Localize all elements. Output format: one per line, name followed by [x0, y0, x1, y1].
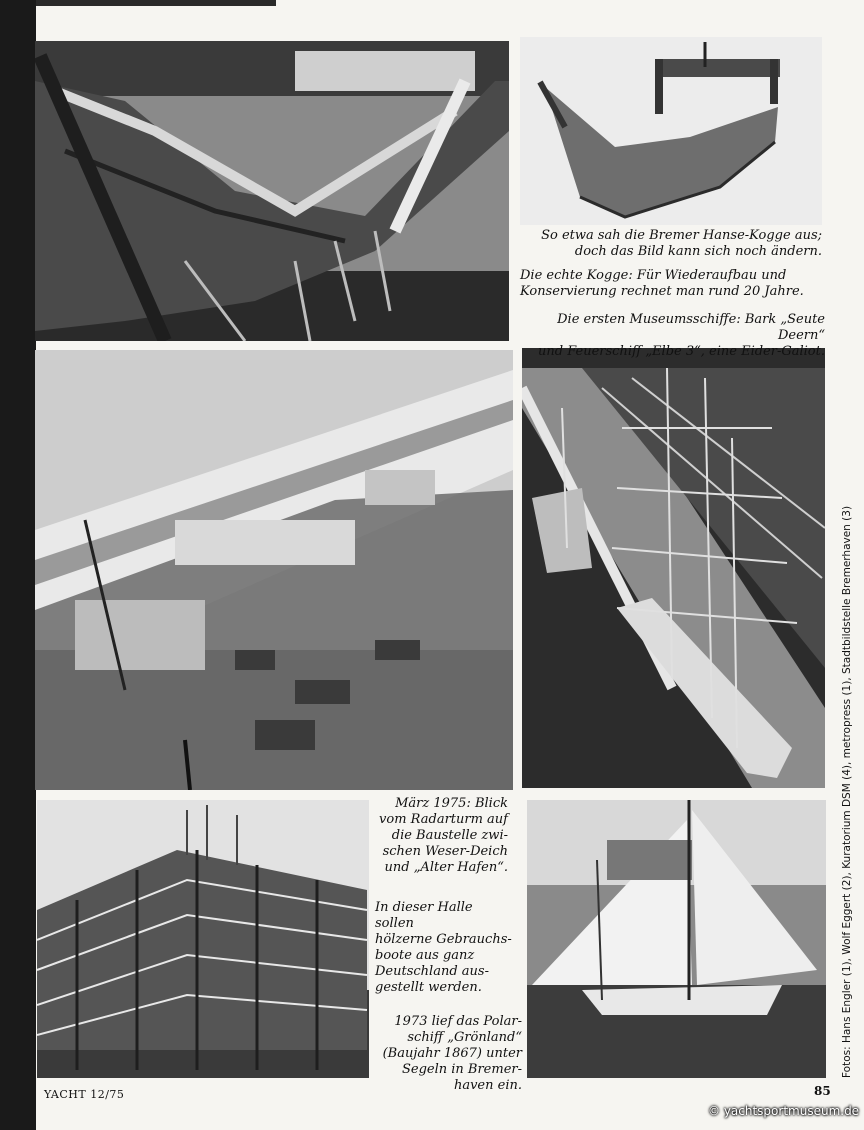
caption-radarturm	[370, 796, 508, 876]
caption-line: (Baujahr 1867) unter	[382, 1046, 522, 1061]
page-top-edge	[36, 0, 276, 6]
photo-groenland-sailing	[527, 800, 826, 1078]
caption-line: hölzerne Gebrauchs-	[375, 932, 512, 947]
photo-kogge-wreck	[35, 41, 509, 341]
caption-line: März 1975: Blick	[395, 796, 508, 811]
caption-line: Deutschland aus-	[375, 964, 489, 979]
page-edge-shadow	[0, 0, 36, 1130]
caption-line: doch das Bild kann sich noch ändern.	[574, 244, 822, 259]
caption-line: und „Alter Hafen“.	[384, 860, 508, 875]
page-number: 85	[814, 1084, 831, 1098]
caption-line: Die echte Kogge: Für Wiederaufbau und	[520, 268, 787, 283]
caption-line: die Baustelle zwi-	[391, 828, 508, 843]
photo-exhibition-hall	[37, 800, 369, 1078]
caption-line: schen Weser-Deich	[382, 844, 508, 859]
photo-credits: Fotos: Hans Engler (1), Wolf Eggert (2), Kuratorium DSM (4), metropress (1), Stadtbildstelle Bremerhaven (3)	[841, 505, 853, 1078]
photo-museum-ships	[522, 348, 825, 788]
caption-line: 1973 lief das Polar-	[394, 1014, 522, 1029]
caption-line: Segeln in Bremer-	[401, 1062, 522, 1077]
caption-line: haven ein.	[453, 1078, 522, 1093]
caption-line: vom Radarturm auf	[379, 812, 508, 827]
caption-line: boote aus ganz	[375, 948, 475, 963]
caption-line: Konservierung rechnet man rund 20 Jahre.	[520, 284, 804, 299]
magazine-issue: YACHT 12/75	[44, 1088, 125, 1101]
caption-line: schiff „Grönland“	[407, 1030, 522, 1045]
caption-hanse-kogge-model	[520, 228, 822, 260]
watermark: © yachtsportmuseum.de	[708, 1104, 860, 1118]
caption-museumsschiffe	[518, 312, 825, 360]
caption-groenland	[372, 1014, 522, 1094]
caption-line: und Feuerschiff „Elbe 3“, eine Eider-Galiot.	[538, 344, 825, 359]
photo-construction-site	[35, 350, 513, 790]
caption-line: gestellt werden.	[375, 980, 482, 995]
caption-line: Die ersten Museumsschiffe: Bark „Seute Deern“	[557, 312, 825, 343]
caption-line: In dieser Halle sollen	[375, 900, 473, 931]
caption-halle	[375, 900, 515, 996]
caption-echte-kogge	[520, 268, 822, 300]
caption-line: So etwa sah die Bremer Hanse-Kogge aus;	[541, 228, 822, 243]
photo-kogge-model	[520, 37, 822, 225]
